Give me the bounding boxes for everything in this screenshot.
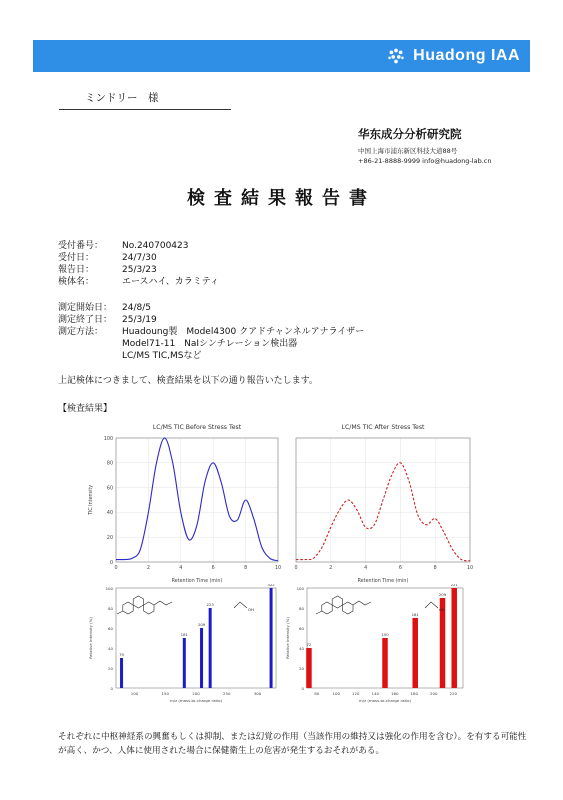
x-tick-label: 0 <box>114 566 118 571</box>
info-row <box>58 302 364 314</box>
x-tick-label: 2 <box>146 566 150 571</box>
ms-before-svg <box>86 584 282 704</box>
bar-value-label: 221 <box>450 584 458 587</box>
brand-name: Huadong IAA <box>413 47 520 64</box>
y-tick-label: 0 <box>110 685 113 691</box>
y-tick-label: 80 <box>106 461 113 467</box>
fragment-structure-icon <box>425 602 438 608</box>
bar-value-label: 181 <box>180 632 188 637</box>
bar <box>200 628 203 688</box>
x-tick-label: 2 <box>329 566 333 571</box>
molecule-structure-icon <box>316 596 371 614</box>
y-axis-label: Relative Intensity (%) <box>285 617 290 659</box>
molecule-chain <box>353 601 371 605</box>
y-tick-label: 0 <box>109 560 113 566</box>
plot-frame <box>116 438 278 562</box>
bar <box>183 638 186 688</box>
bar <box>412 618 418 688</box>
stylized-brain-icon <box>385 45 407 67</box>
x-tick-label: 0 <box>294 566 298 571</box>
y-tick-label: 100 <box>103 436 113 442</box>
series-line <box>116 438 278 561</box>
x-tick-label: 250 <box>223 691 231 696</box>
bar-value-label: 209 <box>438 592 447 597</box>
header-banner <box>33 40 530 72</box>
tic-before-chart <box>86 422 284 584</box>
organization-block <box>358 126 548 166</box>
fragment-bond <box>425 602 438 608</box>
bar-value-label: 150 <box>381 632 389 637</box>
plot-frame <box>116 588 276 688</box>
y-tick-label: 40 <box>106 511 113 517</box>
method-line: Model71-11 NaIシンチレーション検出器 <box>122 339 298 349</box>
brand-logo <box>385 44 520 68</box>
info-label: 測定終了日： <box>58 315 113 325</box>
x-tick-label: 200 <box>192 691 200 696</box>
bar-value-label: 209 <box>197 622 206 627</box>
x-tick-label: 10 <box>466 566 474 571</box>
x-tick-label: 120 <box>352 691 360 696</box>
organization-name: 华东成分分析研究院 <box>358 127 462 141</box>
info-label: 報告日： <box>58 265 95 275</box>
x-axis-label: Retention Time (min) <box>357 579 409 584</box>
molecule-ring <box>123 602 133 614</box>
x-tick-label: 80 <box>314 691 320 696</box>
y-tick-label: 40 <box>108 645 113 651</box>
molecule-ring <box>144 602 154 614</box>
molecule-ring <box>343 602 353 614</box>
ms-spectrum-before-chart <box>86 584 282 704</box>
y-tick-label: 60 <box>108 625 113 631</box>
y-tick-label: 40 <box>299 645 304 651</box>
info-label: 検体名： <box>58 277 95 287</box>
molecule-chain <box>117 611 123 614</box>
bar <box>209 608 212 688</box>
y-tick-label: 80 <box>299 605 304 611</box>
x-tick-label: 4 <box>364 566 368 571</box>
recipient-name: ミンドリー 様 <box>59 90 231 110</box>
x-tick-label: 140 <box>371 691 379 696</box>
info-row <box>58 264 219 276</box>
info-label: 受付番号： <box>58 241 104 251</box>
y-tick-label: 20 <box>106 536 113 541</box>
ms-after-svg <box>283 584 469 704</box>
info-value: 25/3/23 <box>122 265 157 275</box>
x-axis-label: m/z (mass-to-charge ratio) <box>169 698 223 703</box>
y-tick-label: 0 <box>301 685 304 691</box>
tic-after-chart <box>290 422 478 584</box>
bar-value-label: 181 <box>411 612 419 617</box>
y-tick-label: 20 <box>108 665 113 671</box>
info-value: No.240700423 <box>122 241 189 251</box>
fragment-label-oh: OH <box>439 607 445 612</box>
bar <box>270 588 273 688</box>
y-tick-label: 80 <box>108 605 113 611</box>
x-axis-label: Retention Time (min) <box>171 579 223 584</box>
bar-value-label: 79 <box>119 652 124 657</box>
fragment-bond <box>234 602 247 608</box>
molecule-ring <box>322 602 332 614</box>
info-label: 測定開始日： <box>58 303 113 313</box>
x-tick-label: 4 <box>179 566 183 571</box>
chart-title: LC/MS TIC After Stress Test <box>341 424 425 431</box>
molecule-structure-icon <box>117 596 172 614</box>
x-tick-label: 300 <box>253 691 262 696</box>
info-value: エースハイ、カラミティ <box>122 277 220 287</box>
method-lines <box>122 326 364 362</box>
bar-value-label: 223 <box>206 602 214 607</box>
y-tick-label: 100 <box>296 585 304 591</box>
molecule-chain <box>154 601 172 605</box>
x-axis-label: m/z (mass-to-charge ratio) <box>358 698 412 703</box>
x-tick-label: 6 <box>398 566 402 571</box>
y-tick-label: 60 <box>299 625 304 631</box>
bar <box>306 648 312 688</box>
molecule-ring <box>133 596 143 608</box>
y-tick-label: 60 <box>106 486 113 492</box>
molecule-chain <box>316 611 322 614</box>
x-tick-label: 200 <box>430 691 438 696</box>
x-tick-label: 100 <box>332 691 340 696</box>
info-value: 24/7/30 <box>122 253 157 263</box>
y-tick-label: 100 <box>105 585 113 591</box>
method-line: LC/MS TIC,MSなど <box>122 351 202 361</box>
hazard-footnote: それぞれに中枢神経系の興奮もしくは抑制、または幻覚の作用（当該作用の維持又は強化の作用を含む）。を有する可能性が高く、かつ、人体に使用された場合に保健衛生上の危害が発生するおそれがある。 <box>58 732 527 756</box>
bar-value-label: 322 <box>267 584 275 587</box>
tic-before-svg <box>86 422 284 584</box>
x-tick-label: 160 <box>391 691 399 696</box>
bar <box>451 588 457 688</box>
x-tick-label: 8 <box>433 566 437 571</box>
x-tick-label: 8 <box>244 566 248 571</box>
info-row <box>58 252 219 264</box>
fragment-label-oh: OH <box>248 607 254 612</box>
organization-contact: +86-21-8888-9999 info@huadong-lab.cn <box>358 157 492 165</box>
info-value: 24/8/5 <box>122 303 151 313</box>
series-line <box>296 463 470 561</box>
tic-after-svg <box>290 422 478 584</box>
info-row <box>58 240 219 252</box>
method-line: Huadoung製 Model4300 クアドチャンネルアナライザー <box>122 327 365 337</box>
results-heading: 【検査結果】 <box>58 404 113 414</box>
x-tick-label: 100 <box>130 691 139 696</box>
x-tick-label: 180 <box>410 691 418 696</box>
info-value: 25/3/19 <box>122 315 157 325</box>
y-axis-label: Relative Intensity (%) <box>88 617 93 659</box>
info-row <box>58 276 219 288</box>
fragment-structure-icon <box>234 602 247 608</box>
bar <box>382 638 388 688</box>
document-title: 検査結果報告書 <box>187 188 376 209</box>
y-tick-label: 20 <box>299 665 304 671</box>
x-tick-label: 10 <box>274 566 282 571</box>
report-statement: 上記検体につきまして、検査結果を以下の通り報告いたします。 <box>58 376 318 386</box>
bar-value-label: 72 <box>306 642 312 647</box>
measurement-info <box>58 302 364 362</box>
x-tick-label: 220 <box>449 691 457 696</box>
reception-info <box>58 240 219 288</box>
info-row-method <box>58 326 364 362</box>
y-axis-label: TIC Intensity <box>89 484 94 516</box>
chart-title: LC/MS TIC Before Stress Test <box>152 424 242 431</box>
ms-spectrum-after-chart <box>283 584 469 704</box>
info-label: 受付日： <box>58 253 95 263</box>
x-tick-label: 150 <box>161 691 169 696</box>
organization-address: 中国上海市浦东新区科技大道88号 <box>358 147 458 155</box>
molecule-ring <box>332 596 342 608</box>
info-label: 測定方法： <box>58 327 104 337</box>
x-tick-label: 6 <box>211 566 215 571</box>
info-row <box>58 314 364 326</box>
bar <box>120 658 123 688</box>
